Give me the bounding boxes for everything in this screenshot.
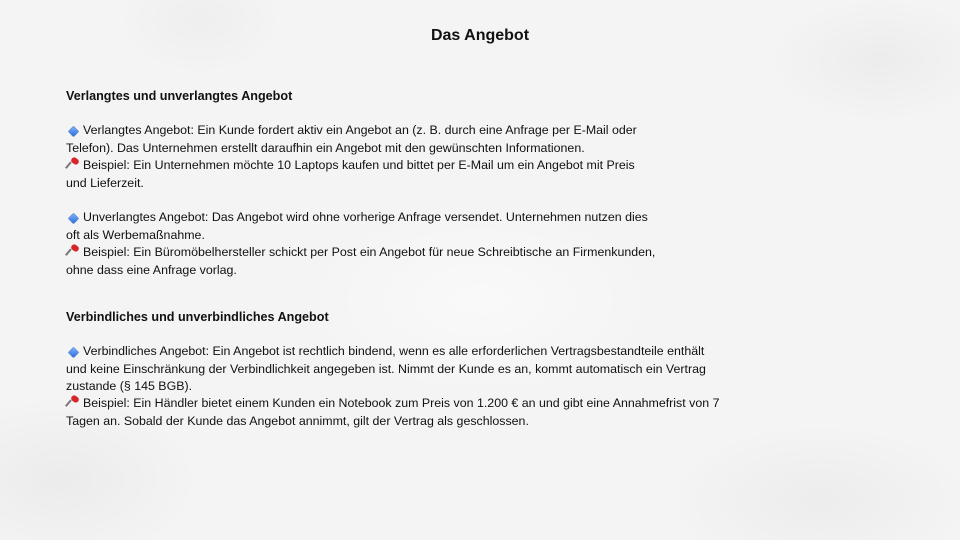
text-line (66, 395, 786, 413)
text-line: Tagen an. Sobald der Kunde das Angebot annimmt, gilt der Vertrag als geschlossen. (66, 414, 529, 428)
text-line (66, 244, 786, 262)
text-line: ohne dass eine Anfrage vorlag. (66, 263, 237, 277)
item-text: Verbindliches Angebot: Ein Angebot ist rechtlich bindend, wenn es alle erforderlichen Vertragsbestandteile enthält (83, 344, 705, 358)
pushpin-icon (66, 245, 80, 262)
slide-title: Das Angebot (430, 27, 530, 44)
item-unverlangtes-angebot (66, 209, 786, 279)
item-verbindliches-angebot (66, 343, 786, 430)
text-line: und keine Einschränkung der Verbindlichkeit angegeben ist. Nimmt der Kunde es an, kommt automatisch ein Vertrag (66, 362, 706, 376)
text-line: zustande (§ 145 BGB). (66, 379, 193, 393)
text-line (66, 157, 786, 175)
text-line: Telefon). Das Unternehmen erstellt daraufhin ein Angebot mit den gewünschten Informationen. (66, 141, 585, 155)
section-heading-verlangt: Verlangtes und unverlangtes Angebot (66, 89, 293, 103)
item-text: Unverlangtes Angebot: Das Angebot wird ohne vorherige Anfrage versendet. Unternehmen nutzen dies (83, 210, 648, 224)
item-text: Verlangtes Angebot: Ein Kunde fordert aktiv ein Angebot an (z. B. durch eine Anfrage per E-Mail oder (83, 123, 637, 137)
example-text: Beispiel: Ein Unternehmen möchte 10 Laptops kaufen und bittet per E-Mail um ein Angebot mit Preis (83, 158, 635, 172)
blue-diamond-icon (66, 344, 80, 361)
example-text: Beispiel: Ein Büromöbelhersteller schickt per Post ein Angebot für neue Schreibtische an Firmenkunden, (83, 245, 656, 259)
text-line (66, 209, 786, 227)
text-line: und Lieferzeit. (66, 176, 144, 190)
section-heading-verbindlich: Verbindliches und unverbindliches Angebot (66, 310, 329, 324)
example-text: Beispiel: Ein Händler bietet einem Kunden ein Notebook zum Preis von 1.200 € an und gibt eine Annahmefrist von 7 (83, 396, 720, 410)
blue-diamond-icon (66, 210, 80, 227)
blue-diamond-icon (66, 123, 80, 140)
text-line: oft als Werbemaßnahme. (66, 228, 205, 242)
pushpin-icon (66, 158, 80, 175)
text-line (66, 122, 786, 140)
text-line (66, 343, 786, 361)
slide-content (66, 88, 786, 430)
item-verlangtes-angebot (66, 122, 786, 192)
pushpin-icon (66, 396, 80, 413)
